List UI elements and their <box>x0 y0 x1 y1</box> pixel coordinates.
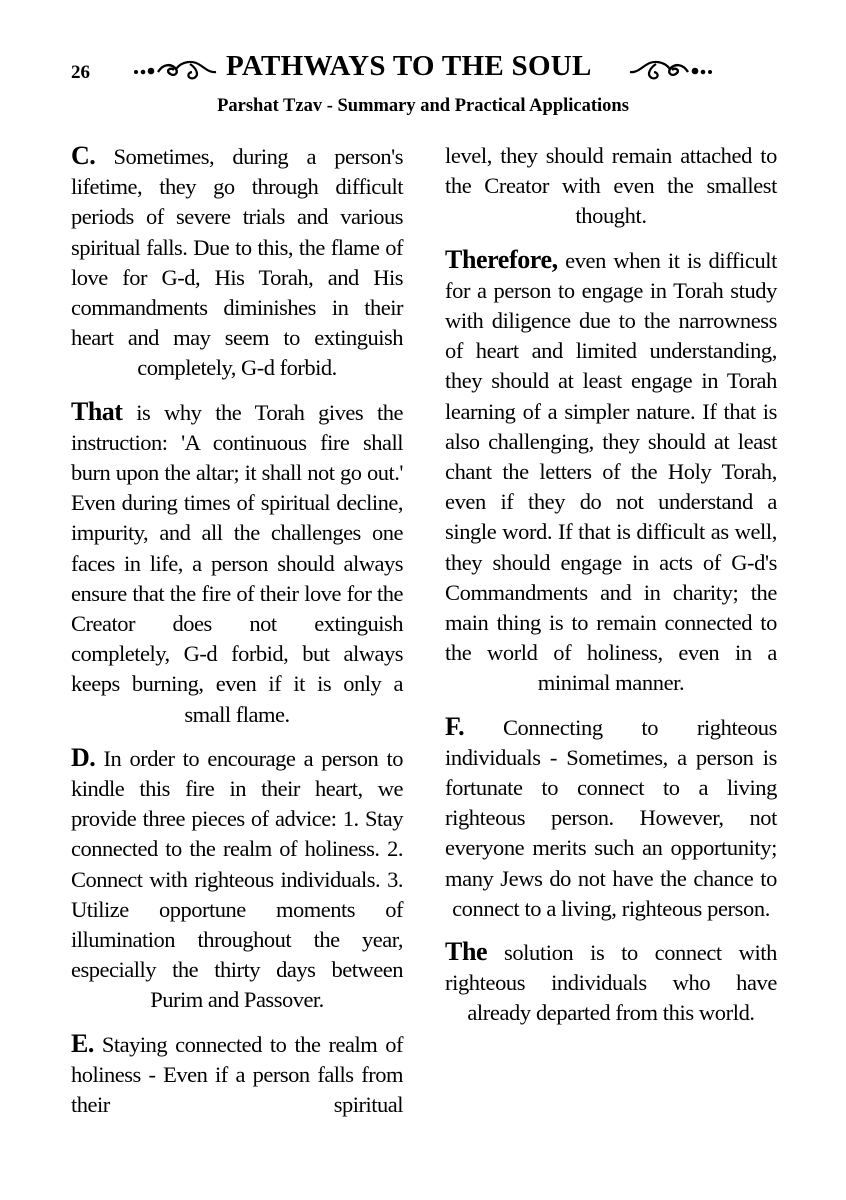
right-column <box>445 141 777 1042</box>
ornament-right-icon <box>624 52 716 82</box>
paragraph-d <box>71 743 403 1016</box>
paragraph-e <box>71 1029 403 1121</box>
paragraph-f <box>445 712 777 924</box>
paragraph-lead: D. <box>71 742 96 772</box>
paragraph-lead: C. <box>71 141 96 170</box>
paragraph-text: In order to encourage a person to kindle this fire in their heart, we provide three pieces of advice: 1. Stay connected to the realm of holiness. 2. Connect with righteous individuals. 3. Utilize opportune moments of illumination throughout the year, especially the thirty days between Purim and Passover. <box>71 745 403 1013</box>
page-number: 26 <box>71 62 90 83</box>
ornament-left-icon <box>130 52 222 82</box>
paragraph-text: even when it is difficult for a person to engage in Torah study with diligence due to the narrowness of heart and limited understanding, they should at least engage in Torah learning of a simpler nature. If that is also challenging, they should at least chant the letters of the Holy Torah, even if they do not understand a single word. If that is difficult as well, they should engage in acts of G-d's Commandments and in charity; the main thing is to remain connected to the world of holiness, even in a minimal manner. <box>445 247 777 696</box>
paragraph-continued <box>445 141 777 232</box>
paragraph-the <box>445 937 777 1029</box>
section-subtitle: Parshat Tzav - Summary and Practical Applications <box>217 96 629 116</box>
paragraph-therefore <box>445 245 777 699</box>
paragraph-text: Staying connected to the realm of holiness - Even if a person falls from their spiritual <box>71 1031 403 1118</box>
paragraph-lead: Therefore, <box>445 244 558 274</box>
paragraph-c <box>71 141 403 384</box>
paragraph-lead: E. <box>71 1028 94 1058</box>
paragraph-lead: The <box>445 937 488 967</box>
book-title: PATHWAYS TO THE SOUL <box>226 50 592 82</box>
running-header <box>0 50 846 90</box>
paragraph-text: level, they should remain attached to the Creator with even the smallest thought. <box>445 143 777 229</box>
paragraph-text: Connecting to righteous individuals - Sometimes, a person is fortunate to connect to a living righteous person. However, not everyone merits such an opportunity; many Jews do not have the chance to connect to a living, righteous person. <box>445 714 777 921</box>
paragraph-lead: F. <box>445 711 465 741</box>
paragraph-text: is why the Torah gives the instruction: 'A continuous fire shall burn upon the altar; it shall not go out.' Even during times of spiritual decline, impurity, and all the challenges one faces in life, a person should always ensure that the fire of their love for the Creator does not extinguish completely, G-d forbid, but always keeps burning, even if it is only a small flame. <box>71 399 403 727</box>
paragraph-text: solution is to connect with righteous individuals who have already departed from this world. <box>445 940 777 1026</box>
paragraph-text: Sometimes, during a person's lifetime, they go through difficult periods of severe trials and various spiritual falls. Due to this, the flame of love for G-d, His Torah, and His commandments diminishes in their heart and may seem to extinguish completely, G-d forbid. <box>71 144 403 381</box>
left-column <box>71 141 403 1133</box>
paragraph-lead: That <box>71 396 123 426</box>
paragraph-that <box>71 397 403 730</box>
